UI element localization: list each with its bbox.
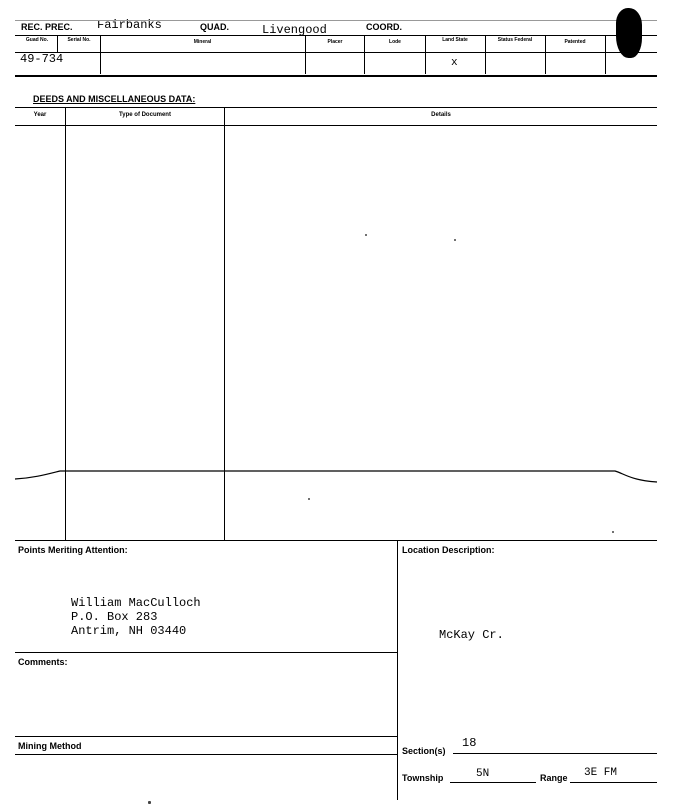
bottom-section-rule xyxy=(15,540,657,541)
section-value: 18 xyxy=(462,736,477,750)
points-line-2: P.O. Box 283 xyxy=(71,610,158,624)
scan-speck xyxy=(612,531,614,533)
township-value: 5N xyxy=(476,768,490,780)
scan-speck xyxy=(365,234,367,236)
ink-blot xyxy=(616,8,642,58)
range-underline xyxy=(570,782,657,783)
deeds-header-rule xyxy=(15,125,657,126)
header-top-rule xyxy=(15,20,657,21)
col-details: Details xyxy=(431,112,451,118)
quad-value: Livengood xyxy=(262,23,327,37)
bottom-divider xyxy=(397,540,398,800)
col-status-federal: Status Federal xyxy=(497,37,533,43)
scan-speck xyxy=(454,239,456,241)
range-value: 3E FM xyxy=(584,767,618,779)
mining-method-label: Mining Method xyxy=(18,741,82,751)
township-label: Township xyxy=(402,773,444,783)
scan-speck xyxy=(308,498,310,500)
col-type-of-document: Type of Document xyxy=(119,112,171,118)
claim-table-divider xyxy=(57,36,58,52)
scan-speck xyxy=(148,801,151,804)
comments-label: Comments: xyxy=(18,657,68,667)
comments-rule xyxy=(15,652,397,653)
deeds-top-rule xyxy=(15,107,657,108)
col-placer: Placer xyxy=(327,39,343,45)
land-state-value: x xyxy=(451,57,458,69)
section-label: Section(s) xyxy=(402,746,446,756)
guad-no-value: 49-734 xyxy=(20,52,64,66)
range-label: Range xyxy=(540,773,568,783)
deeds-title: DEEDS AND MISCELLANEOUS DATA: xyxy=(33,94,196,104)
header-bottom-rule xyxy=(15,35,657,36)
claim-table-header-rule xyxy=(15,52,657,53)
col-mineral: Mineral xyxy=(193,39,212,45)
col-serial-no: Serial No. xyxy=(67,37,91,43)
mining-method-rule xyxy=(15,736,397,737)
points-line-3: Antrim, NH 03440 xyxy=(71,624,187,638)
rec-prec-label: REC. PREC. xyxy=(21,22,73,32)
quad-label: QUAD. xyxy=(200,22,229,32)
points-label: Points Meriting Attention: xyxy=(18,545,128,555)
claim-table-divider xyxy=(425,36,426,74)
section-underline xyxy=(453,753,657,754)
points-line-1: William MacCulloch xyxy=(71,596,201,610)
col-guad-no: Guad No. xyxy=(25,37,49,43)
location-label: Location Description: xyxy=(402,545,495,555)
col-patented: Patented xyxy=(564,39,586,45)
claim-table-divider xyxy=(605,36,606,74)
rec-prec-value: Fairbanks xyxy=(97,18,162,32)
col-lode: Lode xyxy=(389,39,401,45)
col-year: Year xyxy=(33,112,47,118)
location-value: McKay Cr. xyxy=(439,628,504,642)
claim-table-divider xyxy=(485,36,486,74)
mining-method-lower-rule xyxy=(15,754,397,755)
township-underline xyxy=(450,782,536,783)
claim-table-bottom-rule xyxy=(15,75,657,77)
coord-label: COORD. xyxy=(366,22,402,32)
col-land-state: Land State xyxy=(442,37,468,43)
fold-line xyxy=(0,462,678,488)
